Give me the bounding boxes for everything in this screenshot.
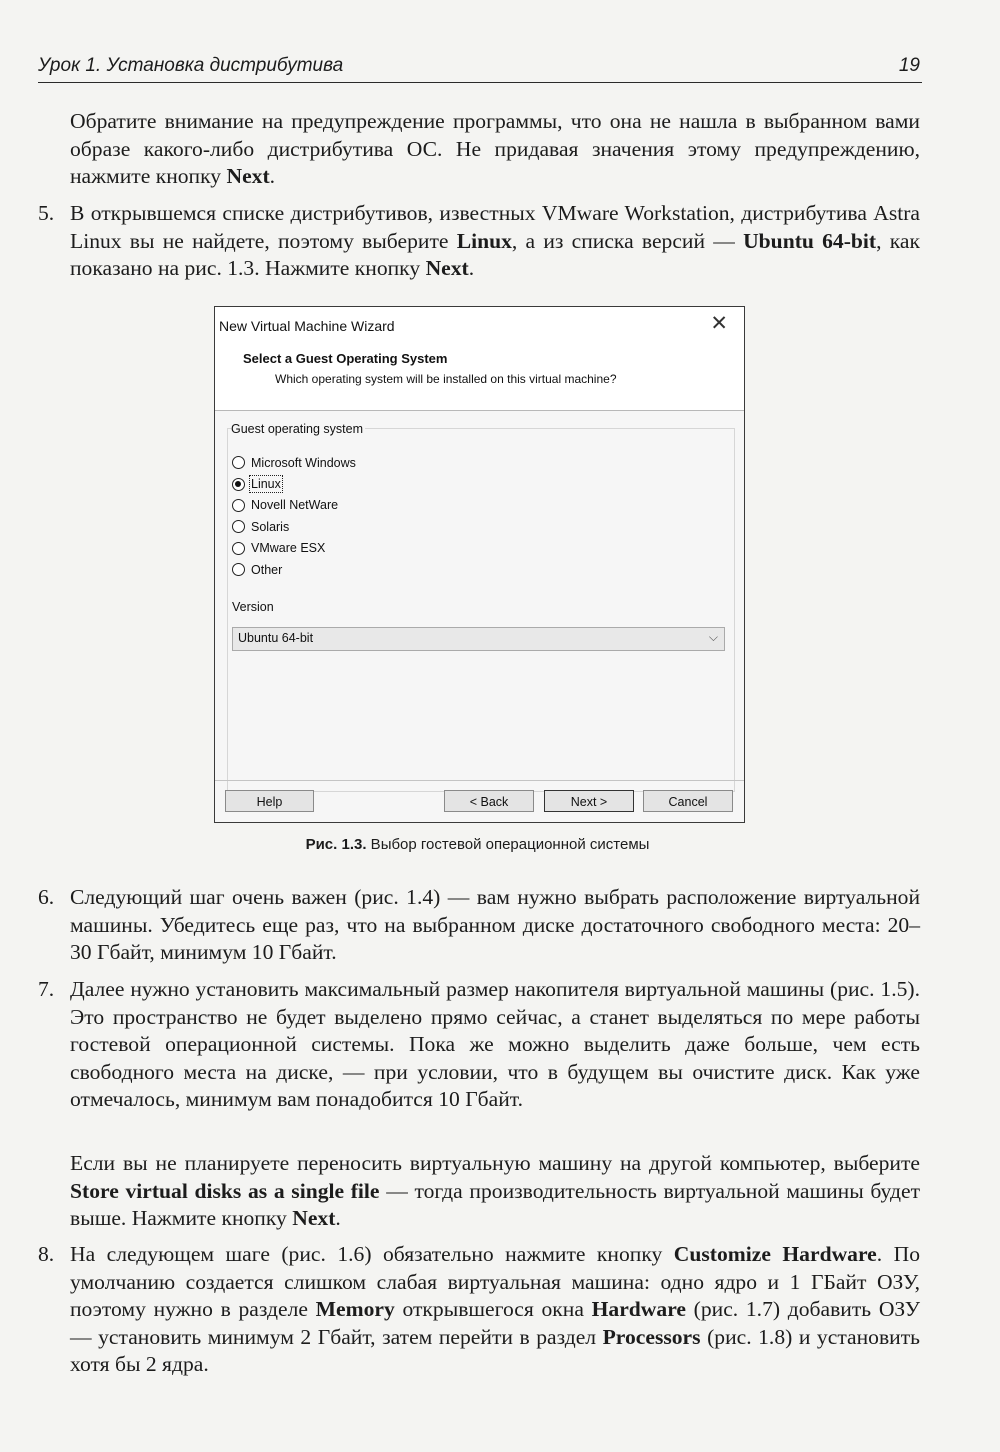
item-6-number: 6. — [38, 885, 55, 909]
item-5-bold-linux: Linux — [456, 228, 512, 253]
radio-option-other[interactable] — [232, 559, 356, 580]
item-5-bold-next: Next — [425, 256, 469, 280]
item-7b-bold-next: Next — [292, 1206, 336, 1230]
item-8-number: 8. — [38, 1242, 55, 1266]
radio-button-selected[interactable] — [232, 478, 245, 491]
radio-label: Novell NetWare — [251, 498, 339, 513]
item-8-bold-processors: Processors — [602, 1324, 701, 1349]
button-bar-divider — [215, 780, 744, 781]
figure-caption — [0, 836, 955, 853]
item-7b-text-3: . — [335, 1206, 341, 1230]
item-8-bold-memory: Memory — [315, 1297, 395, 1321]
radio-label: Solaris — [251, 519, 290, 534]
item-7b-text-1: Если вы не планируете переносить виртуальную машину на другой компьютер, выберите — [70, 1151, 920, 1175]
radio-button[interactable] — [232, 499, 245, 512]
item-8-paragraph — [70, 1241, 920, 1379]
item-5-text-2: , а из списка версий — — [511, 228, 744, 253]
radio-option-solaris[interactable] — [232, 516, 356, 537]
page-number: 19 — [898, 55, 920, 76]
item-8-text-2: . По умолчанию создается слишком слабая виртуальная машина: одно ядро и 1 ГБайт ОЗУ, поэтому нужно в разделе — [70, 1242, 920, 1321]
item-8-bold-customize: Customize Hardware — [673, 1242, 877, 1266]
cancel-button[interactable]: Cancel — [643, 790, 733, 812]
radio-button[interactable] — [232, 456, 245, 469]
item-7-paragraph: Далее нужно установить максимальный размер накопителя виртуальной машины (рис. 1.5). Это пространство не будет выделено прямо сейчас, а станет выделяться по мере работы гостевой операционной системы. Пока же можно выделить даже больше, чем есть свободного места на диске, — при условии, что в будущем вы очистите диск. Как уже отмечалось, минимум вам понадобится 10 Гбайт. — [70, 977, 920, 1111]
intro-bold-next: Next — [226, 164, 270, 188]
chevron-down-icon: ⌵ — [708, 630, 718, 644]
version-label: Version — [232, 600, 274, 614]
radio-button[interactable] — [232, 520, 245, 533]
item-8-bold-hardware: Hardware — [591, 1297, 686, 1321]
dialog-subheading: Which operating system will be installed on this virtual machine? — [275, 372, 617, 386]
intro-paragraph — [70, 108, 920, 191]
figure-label: Рис. 1.3. — [305, 836, 367, 853]
guest-os-group-label: Guest operating system — [231, 422, 364, 436]
wizard-dialog — [214, 306, 745, 823]
intro-text-1: Обратите внимание на предупреждение программы, что она не нашла в выбранном вами образе какого-либо дистрибутива ОС. Не придавая значения этому предупреждению, нажмите кнопку — [70, 109, 920, 188]
help-button[interactable]: Help — [225, 790, 314, 812]
header-divider — [215, 410, 744, 411]
radio-option-netware[interactable] — [232, 495, 356, 516]
intro-text-2: . — [269, 164, 276, 188]
item-7b-text-2: — тогда производительность виртуальной машины будет выше. Нажмите кнопку — [70, 1178, 921, 1230]
radio-button[interactable] — [232, 563, 245, 576]
radio-label: Other — [251, 562, 283, 577]
dialog-header — [215, 307, 744, 410]
item-7b-bold-store: Store virtual disks as a single file — [70, 1178, 380, 1203]
radio-button[interactable] — [232, 542, 245, 555]
radio-option-windows[interactable] — [232, 452, 356, 473]
window-title: New Virtual Machine Wizard — [219, 318, 395, 334]
item-7-number: 7. — [38, 977, 55, 1001]
radio-option-esx[interactable] — [232, 538, 356, 559]
item-6-paragraph: Следующий шаг очень важен (рис. 1.4) — вам нужно выбрать расположение виртуальной машины. Убедитесь еще раз, что на выбранном диске достаточного свободного места: 20–30 Гбайт, минимум 10 Гбайт. — [70, 885, 920, 964]
item-8-text-5: (рис. 1.8) и установить хотя бы 2 ядра. — [70, 1324, 920, 1376]
item-5-bold-ubuntu: Ubuntu 64-bit — [743, 228, 877, 253]
figure-caption-text: Выбор гостевой операционной системы — [366, 836, 650, 853]
radio-label: Linux — [251, 477, 281, 492]
radio-option-linux[interactable] — [232, 473, 356, 494]
item-8-text-3: открывшегося окна — [394, 1297, 592, 1321]
back-button[interactable]: < Back — [444, 790, 534, 812]
close-icon[interactable]: ✕ — [710, 312, 728, 335]
item-8-text-4: (рис. 1.7) добавить ОЗУ — установить минимум 2 Гбайт, затем перейти в раздел — [70, 1297, 920, 1349]
radio-label: Microsoft Windows — [251, 455, 356, 470]
item-5-number: 5. — [38, 201, 55, 225]
item-8-text-1: На следующем шаге (рис. 1.6) обязательно нажмите кнопку — [70, 1242, 674, 1266]
running-head — [38, 52, 922, 83]
item-7-continuation — [70, 1150, 920, 1233]
chapter-title: Урок 1. Установка дистрибутива — [38, 55, 344, 76]
next-button[interactable]: Next > — [544, 790, 634, 812]
item-5-paragraph — [70, 200, 920, 283]
item-5-text-1: В открывшемся списке дистрибутивов, известных VMware Workstation, дистрибутива Astra Linux вы не найдете, поэтому выберите — [70, 201, 920, 253]
item-5-text-3: , как показано на рис. 1.3. Нажмите кнопку — [70, 228, 920, 280]
radio-label: VMware ESX — [251, 541, 326, 556]
dialog-heading: Select a Guest Operating System — [243, 351, 448, 366]
version-select[interactable] — [232, 627, 725, 651]
os-radio-list — [232, 452, 356, 580]
item-5-text-4: . — [468, 256, 475, 280]
version-select-value: Ubuntu 64-bit — [238, 631, 314, 645]
